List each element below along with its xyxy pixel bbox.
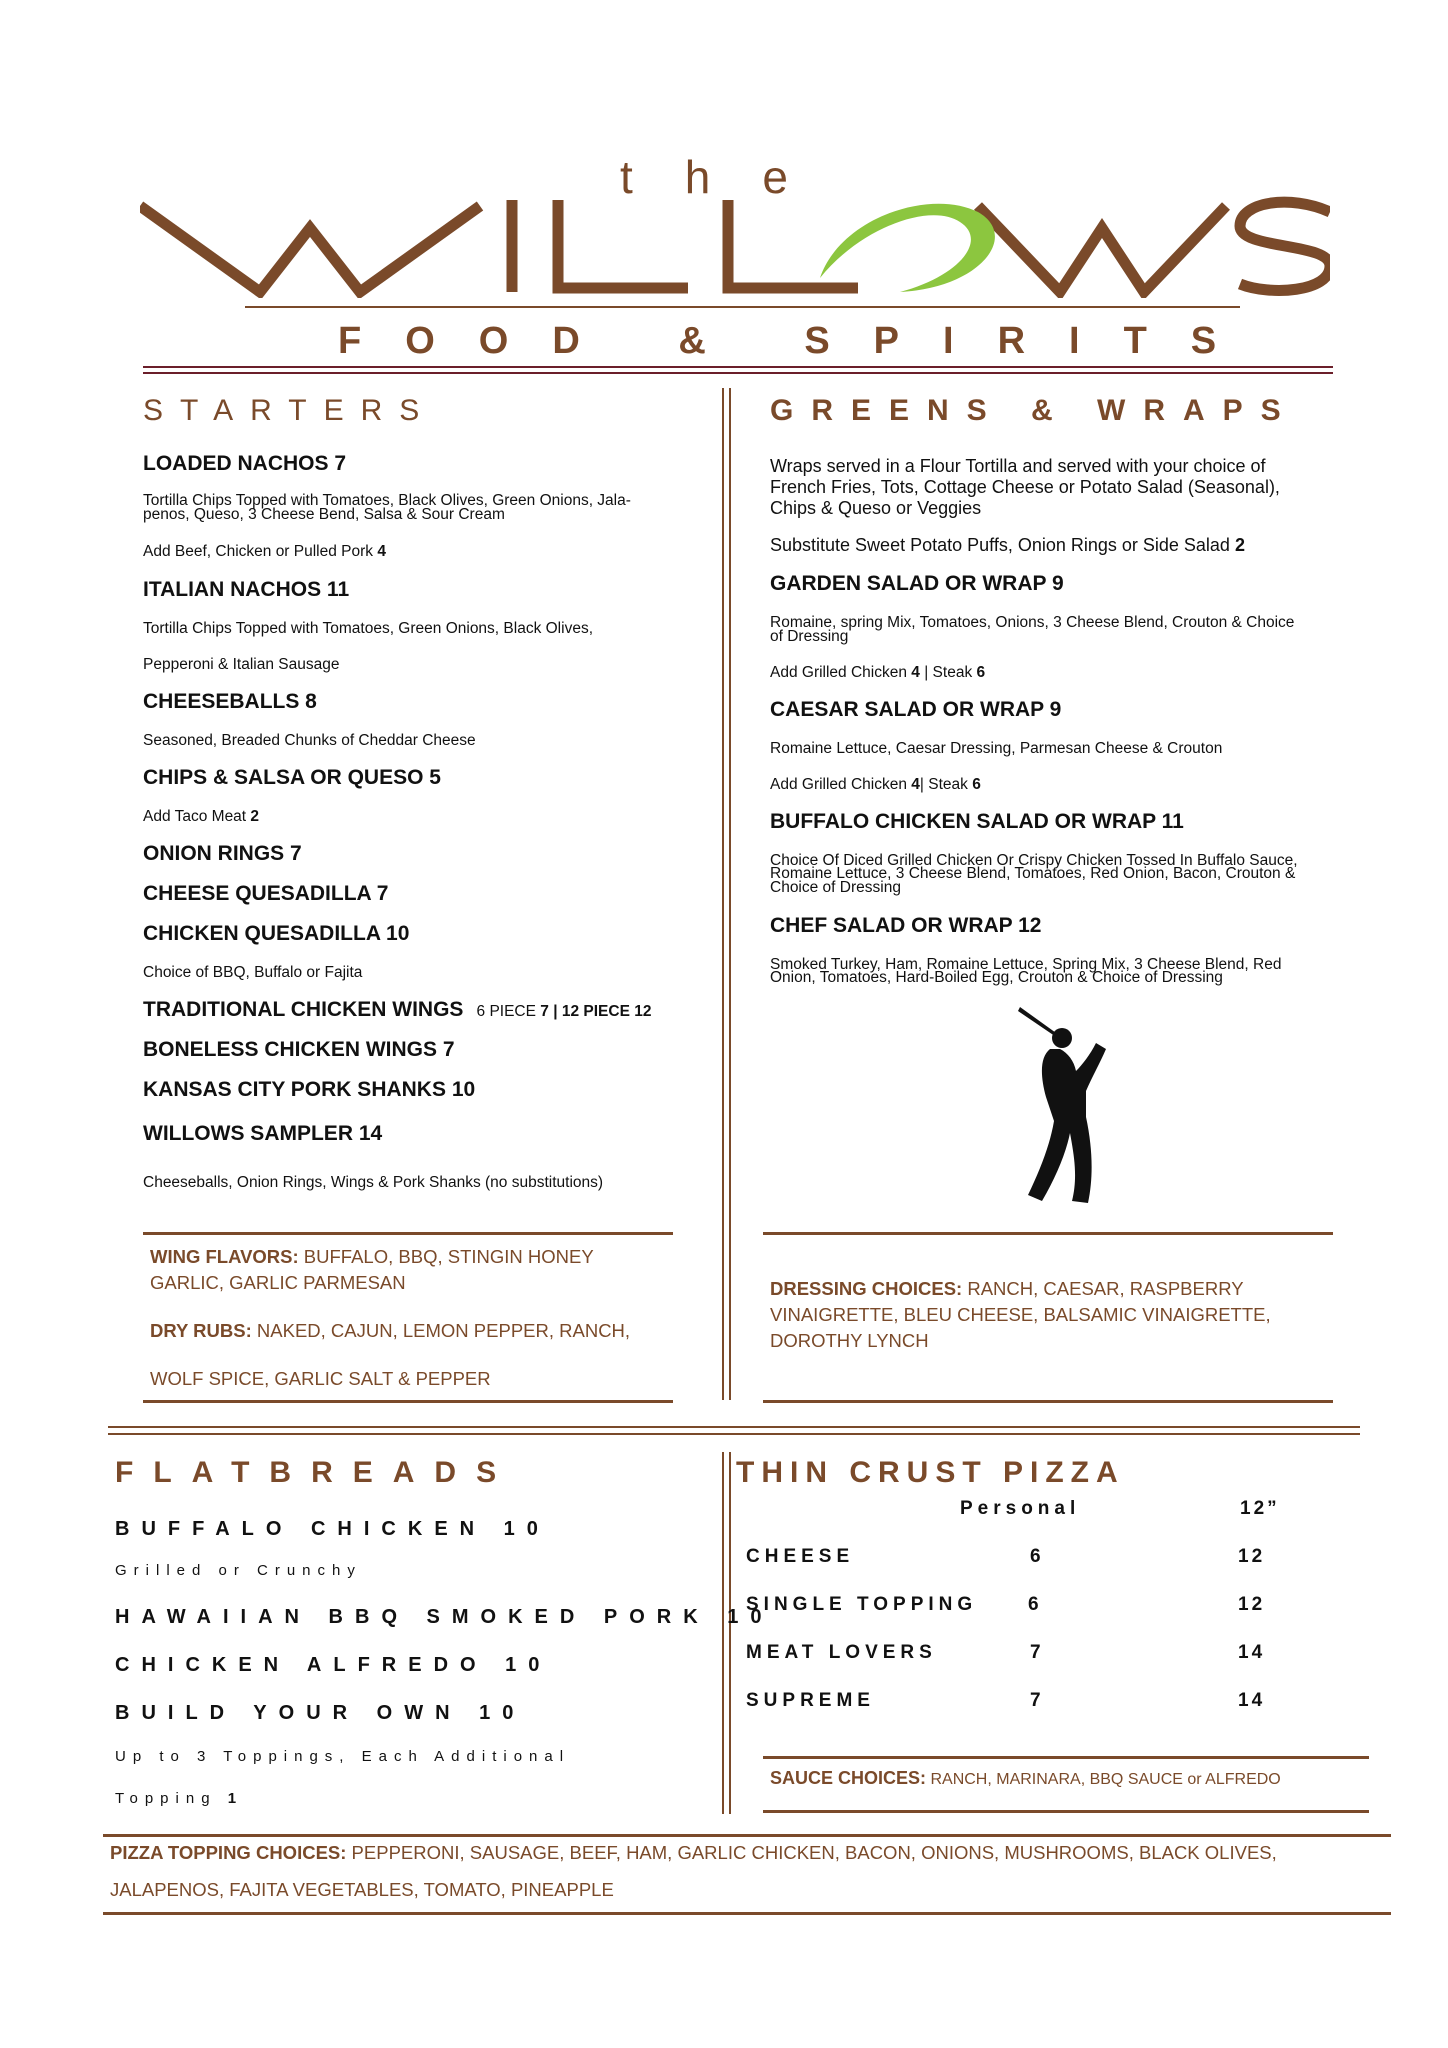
lower-column-divider-left: [722, 1452, 724, 1814]
pizza-row-large: 14: [1238, 1642, 1266, 1663]
loaded-nachos-desc-2: penos, Queso, 3 Cheese Bend, Salsa & Sour Cream: [143, 506, 505, 523]
caesar-salad-desc: Romaine Lettuce, Caesar Dressing, Parmesan Cheese & Crouton: [770, 740, 1223, 757]
hawaiian-flatbread: HAWAIIAN BBQ SMOKED PORK 10: [115, 1606, 774, 1628]
pizza-title: THIN CRUST PIZZA: [736, 1456, 1125, 1489]
pizza-row-personal: 6: [1030, 1546, 1041, 1567]
sauce-choices: SAUCE CHOICES: RANCH, MARINARA, BBQ SAUCE or ALFREDO: [770, 1768, 1281, 1788]
caesar-salad-addon: Add Grilled Chicken 4| Steak 6: [770, 776, 981, 793]
caesar-salad-heading: CAESAR SALAD OR WRAP 9: [770, 698, 1062, 721]
loaded-nachos-desc-1: Tortilla Chips Topped with Tomatoes, Black Olives, Green Onions, Jala-: [143, 492, 631, 509]
chicken-alfredo-flatbread: CHICKEN ALFREDO 10: [115, 1654, 552, 1676]
buffalo-salad-desc-2: Romaine Lettuce, 3 Cheese Blend, Tomatoes, Red Onion, Bacon, Crouton &: [770, 865, 1296, 882]
middle-rule-bottom: [108, 1433, 1360, 1435]
wings-heading: TRADITIONAL CHICKEN WINGS 6 PIECE 7 | 12 PIECE 12: [143, 998, 652, 1021]
buffalo-salad-heading: BUFFALO CHICKEN SALAD OR WRAP 11: [770, 810, 1184, 833]
column-divider-left: [722, 388, 724, 1400]
pizza-topping-choices-2: JALAPENOS, FAJITA VEGETABLES, TOMATO, PINEAPPLE: [110, 1879, 614, 1900]
onion-rings-heading: ONION RINGS 7: [143, 842, 302, 865]
pizza-row-large: 12: [1238, 1546, 1266, 1567]
wing-box-bottom-rule: [143, 1400, 673, 1403]
cheeseballs-desc: Seasoned, Breaded Chunks of Cheddar Cheese: [143, 732, 476, 749]
chef-salad-desc-1: Smoked Turkey, Ham, Romaine Lettuce, Spring Mix, 3 Cheese Blend, Red: [770, 956, 1282, 973]
wing-flavors-2: GARLIC, GARLIC PARMESAN: [150, 1272, 406, 1293]
header-rule-bottom: [143, 372, 1333, 374]
pizza-row-personal: 6: [1028, 1594, 1039, 1615]
buffalo-salad-desc-3: Choice of Dressing: [770, 879, 901, 896]
middle-rule-top: [108, 1426, 1360, 1428]
pizza-row-name: SUPREME: [746, 1690, 875, 1711]
toppings-top-rule: [103, 1834, 1391, 1837]
chef-salad-heading: CHEF SALAD OR WRAP 12: [770, 914, 1042, 937]
buffalo-salad-desc-1: Choice Of Diced Grilled Chicken Or Crispy Chicken Tossed In Buffalo Sauce,: [770, 852, 1298, 869]
lower-column-divider-right: [729, 1452, 731, 1814]
starters-title: STARTERS: [143, 394, 437, 427]
chicken-quesadilla-desc: Choice of BBQ, Buffalo or Fajita: [143, 964, 363, 981]
cheeseballs-heading: CHEESEBALLS 8: [143, 690, 317, 713]
pizza-col-personal: Personal: [960, 1498, 1081, 1519]
logo-underline: [245, 306, 1240, 308]
pizza-row-personal: 7: [1030, 1642, 1041, 1663]
pizza-row-name: SINGLE TOPPING: [746, 1594, 978, 1615]
pizza-topping-choices: PIZZA TOPPING CHOICES: PEPPERONI, SAUSAGE, BEEF, HAM, GARLIC CHICKEN, BACON, ONIONS, MUSHROOMS, BLACK OLIVES,: [110, 1842, 1277, 1863]
cheese-quesadilla-heading: CHEESE QUESADILLA 7: [143, 882, 389, 905]
italian-nachos-heading: ITALIAN NACHOS 11: [143, 578, 350, 601]
boneless-wings-heading: BONELESS CHICKEN WINGS 7: [143, 1038, 455, 1061]
greens-wraps-title: GREENS & WRAPS: [770, 394, 1299, 427]
buffalo-chicken-flatbread: BUFFALO CHICKEN 10: [115, 1518, 550, 1540]
loaded-nachos-heading: LOADED NACHOS 7: [143, 452, 347, 475]
italian-nachos-desc-2: Pepperoni & Italian Sausage: [143, 656, 340, 673]
pizza-row-large: 14: [1238, 1690, 1266, 1711]
pizza-row-large: 12: [1238, 1594, 1266, 1615]
garden-salad-addon: Add Grilled Chicken 4 | Steak 6: [770, 664, 986, 681]
dressing-choices: DRESSING CHOICES: RANCH, CAESAR, RASPBERRY: [770, 1278, 1244, 1299]
substitute-line: Substitute Sweet Potato Puffs, Onion Rings or Side Salad 2: [770, 535, 1245, 555]
wraps-intro-2: French Fries, Tots, Cottage Cheese or Potato Salad (Seasonal),: [770, 477, 1280, 497]
header-rule-top: [143, 366, 1333, 368]
pizza-col-12: 12”: [1240, 1498, 1280, 1519]
garden-salad-desc-2: of Dressing: [770, 628, 849, 645]
wraps-intro-1: Wraps served in a Flour Tortilla and served with your choice of: [770, 456, 1266, 476]
sauce-box-bottom-rule: [763, 1810, 1369, 1813]
sauce-box-top-rule: [763, 1756, 1369, 1759]
chef-salad-desc-2: Onion, Tomatoes, Hard-Boiled Egg, Crouton & Choice of Dressing: [770, 969, 1223, 986]
golfer-silhouette-icon: [1010, 1005, 1120, 1205]
garden-salad-heading: GARDEN SALAD OR WRAP 9: [770, 572, 1064, 595]
wraps-intro-3: Chips & Queso or Veggies: [770, 498, 982, 518]
chips-salsa-heading: CHIPS & SALSA OR QUESO 5: [143, 766, 441, 789]
dry-rubs: DRY RUBS: NAKED, CAJUN, LEMON PEPPER, RANCH,: [150, 1320, 631, 1341]
buffalo-chicken-flatbread-desc: Grilled or Crunchy: [115, 1562, 362, 1579]
flatbreads-title: FLATBREADS: [115, 1456, 517, 1489]
italian-nachos-desc-1: Tortilla Chips Topped with Tomatoes, Green Onions, Black Olives,: [143, 620, 593, 637]
logo-the-text: the: [620, 151, 840, 203]
wing-box-top-rule: [143, 1232, 673, 1235]
dressing-choices-3: DOROTHY LYNCH: [770, 1330, 929, 1351]
dry-rubs-2: WOLF SPICE, GARLIC SALT & PEPPER: [150, 1368, 491, 1389]
toppings-bottom-rule: [103, 1912, 1391, 1915]
chips-addon: Add Taco Meat 2: [143, 808, 260, 825]
column-divider-right: [729, 388, 731, 1400]
pizza-row-personal: 7: [1030, 1690, 1041, 1711]
logo-tagline: FOOD & SPIRITS: [338, 320, 1261, 362]
sampler-heading: WILLOWS SAMPLER 14: [143, 1122, 383, 1145]
build-your-own-flatbread: BUILD YOUR OWN 10: [115, 1702, 526, 1724]
sampler-desc: Cheeseballs, Onion Rings, Wings & Pork Shanks (no substitutions): [143, 1174, 604, 1191]
garden-salad-desc-1: Romaine, spring Mix, Tomatoes, Onions, 3 Cheese Blend, Crouton & Choice: [770, 614, 1295, 631]
build-your-own-desc-2: Topping 1: [115, 1790, 244, 1807]
dressing-box-top-rule: [763, 1232, 1333, 1235]
pizza-row-name: CHEESE: [746, 1546, 855, 1567]
build-your-own-desc-1: Up to 3 Toppings, Each Additional: [115, 1748, 571, 1765]
chicken-quesadilla-heading: CHICKEN QUESADILLA 10: [143, 922, 410, 945]
wing-flavors: WING FLAVORS: BUFFALO, BBQ, STINGIN HONEY: [150, 1246, 594, 1267]
dressing-box-bottom-rule: [763, 1400, 1333, 1403]
pizza-row-name: MEAT LOVERS: [746, 1642, 937, 1663]
pork-shanks-heading: KANSAS CITY PORK SHANKS 10: [143, 1078, 476, 1101]
loaded-nachos-addon: Add Beef, Chicken or Pulled Pork 4: [143, 543, 386, 560]
dressing-choices-2: VINAIGRETTE, BLEU CHEESE, BALSAMIC VINAIGRETTE,: [770, 1304, 1271, 1325]
willows-logo-icon: [140, 188, 1330, 298]
